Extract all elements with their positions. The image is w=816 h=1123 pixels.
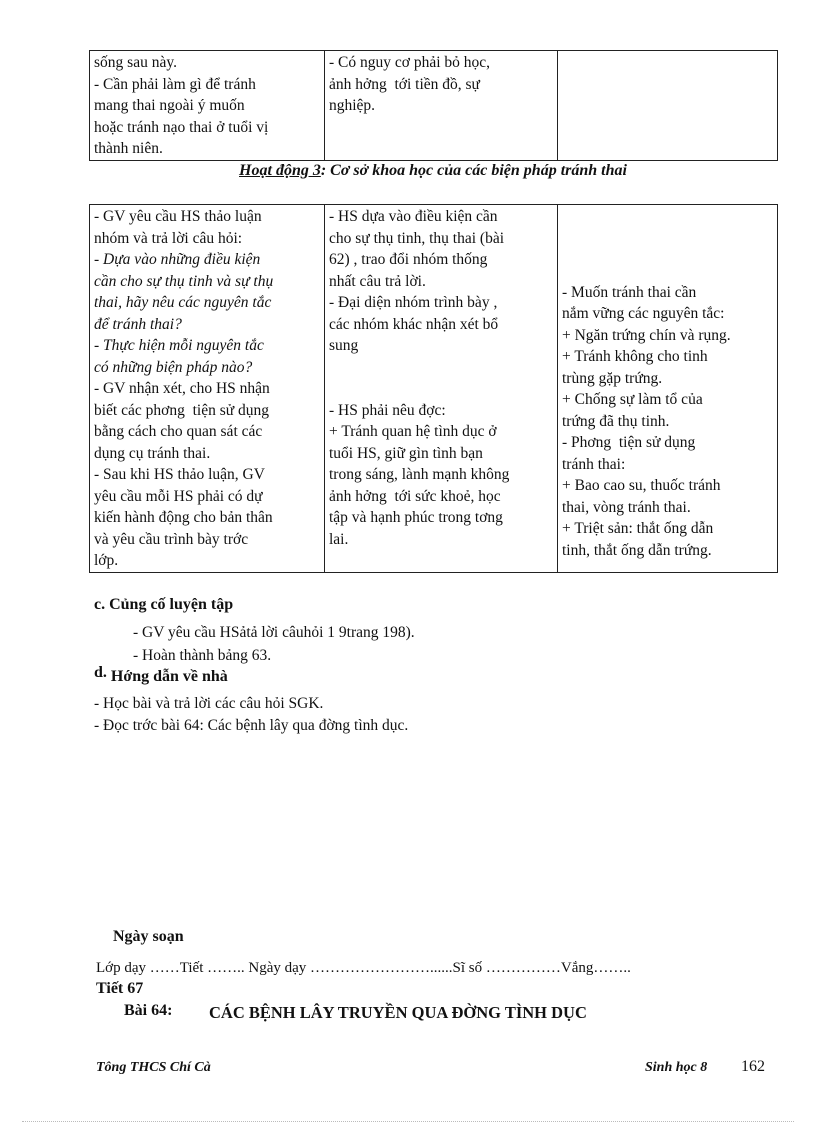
table2-col1-line: bằng cách cho quan sát các [94,423,263,440]
table2-col1-line: - Dựa vào những điều kiện [94,251,261,268]
section-c-item: - Hoàn thành bảng 63. [133,647,272,664]
table2-col2-line: tập và hạnh phúc trong tơng [329,509,503,526]
table2-col3-line: + Bao cao su, thuốc tránh [562,477,721,494]
class-info-line: Lớp dạy ……Tiết …….. Ngày dạy ……………………......Sĩ số ……………Vắng…….. [96,960,631,976]
table2-col1-line: thai, hãy nêu các nguyên tắc [94,294,272,311]
table1-col1-line: thành niên. [94,140,163,157]
section-d-item: - Học bài và trả lời các câu hỏi SGK. [94,695,324,712]
table2-col2-line [329,378,553,400]
table2-col2-cell [325,205,558,573]
table2-col3-line: tinh, thắt ống dẫn trứng. [562,541,712,559]
activity3-heading [90,162,776,180]
table1-col1-line: - Cần phải làm gì để tránh [94,75,256,93]
table2-col3-line: + Chống sự làm tổ của [562,391,703,408]
lesson-number: Bài 64: [124,1002,173,1019]
table2-col3-line [562,260,773,282]
table1-col2-line: ảnh hởng tới tiền đồ, sự [329,75,480,93]
table2-col1-cell [90,205,325,573]
activity3-label: Hoạt động 3 [239,162,321,179]
table2-col1-line: dụng cụ tránh thai. [94,444,211,462]
table2-col1-line: cần cho sự thụ tinh và sự thụ [94,272,274,290]
table2-col1-line: yêu cầu mỗi HS phải có dự [94,487,263,505]
table2-col2-line: + Tránh quan hệ tình dục ở [329,423,497,440]
footer-school: Tông THCS Chí Cà [96,1060,211,1075]
table2-col2-line: lai. [329,530,349,548]
table2-col2-line: nhất câu trả lời. [329,272,426,290]
table2-col1-line: biết các phơng tiện sử dụng [94,401,270,419]
table1-col2-line: - Có nguy cơ phải bỏ học, [329,54,491,71]
table2-col1-line: và yêu cầu trình bày trớc [94,530,249,548]
table2-col3-line [562,217,773,239]
activity3-title: : Cơ sở khoa học của các biện pháp tránh thai [320,162,627,179]
table2-col2-line: 62) , trao đổi nhóm thống [329,251,488,268]
table2-col3-line [562,239,773,261]
table2-col3-line: tránh thai: [562,455,626,473]
lesson-title: CÁC BỆNH LÂY TRUYỀN QUA ĐỜNG TÌNH DỤC [209,1003,587,1022]
table2-col3-line: trứng đã thụ tinh. [562,412,670,430]
table2-col3-line: - Muốn tránh thai cần [562,283,697,301]
page-number: 162 [741,1058,765,1075]
table2-col3-line: nắm vững các nguyên tắc: [562,305,725,322]
period-number: Tiết 67 [96,980,144,997]
section-c-item: - GV yêu cầu HSảtả lời câuhỏi 1 9trang 198). [133,624,415,641]
table1-col1-cell [90,51,325,161]
table1-col1-line: mang thai ngoài ý muốn [94,97,245,114]
section-d-item: - Đọc trớc bài 64: Các bệnh lây qua đờng tình dục. [94,717,409,734]
table2-col3-cell [558,205,778,573]
table2-col3-line: trùng gặp trứng. [562,369,663,387]
table2-col2-line: cho sự thụ tinh, thụ thai (bài [329,229,505,247]
table2-col1-line: có những biện pháp nào? [94,358,253,376]
table2-col2-line: ảnh hởng tới sức khoẻ, học [329,487,501,505]
section-d-heading [94,664,228,686]
table2-col3-line: + Tránh không cho tinh [562,348,708,365]
footer-subject: Sinh học 8 [645,1060,708,1075]
section-d-title: Hớng dẫn về nhà [106,668,228,685]
table2-col1-line: để tránh thai? [94,315,182,333]
table2-col2-line [329,357,553,379]
table2-col2-line: trong sáng, lành mạnh không [329,466,510,483]
table2-col2-line: tuổi HS, giữ gìn tình bạn [329,444,483,462]
section-c-title: c. Củng cố luyện tập [94,596,234,613]
date-prepared-label: Ngày soạn [113,928,184,945]
table2-col1-line: nhóm và trả lời câu hỏi: [94,229,243,247]
table1-col1-line: sống sau này. [94,54,177,71]
table2-col1-line: kiến hành động cho bản thân [94,509,273,526]
table2-col3-line: + Triệt sản: thắt ống dẫn [562,520,714,537]
table2-col3-line: - Phơng tiện sử dụng [562,434,696,451]
table2-col3-line: thai, vòng tránh thai. [562,498,691,516]
table2-col2-line: - HS dựa vào điều kiện cần [329,208,498,225]
table2-col2-line: sung [329,337,359,354]
table2-col1-line: lớp. [94,552,119,569]
table2-col2-line: - HS phải nêu đợc: [329,401,446,419]
table1-col2-line: nghiệp. [329,97,376,114]
page-edge-divider [22,1121,794,1122]
section-d-letter: d. [94,664,107,681]
table2-col1-line: - Sau khi HS thảo luận, GV [94,466,265,483]
table1-col3-cell [558,51,778,161]
table2-col2-line: - Đại diện nhóm trình bày , [329,294,498,311]
table2-col3-line: + Ngăn trứng chín và rụng. [562,326,731,344]
table-continuation [89,50,778,161]
table1-col1-line: hoặc tránh nạo thai ở tuổi vị [94,118,269,136]
table2-col1-line: - GV nhận xét, cho HS nhận [94,380,270,397]
table-activity3 [89,204,778,573]
table2-col2-line: các nhóm khác nhận xét bổ [329,315,499,333]
table1-col2-cell [325,51,558,161]
table2-col1-line: - GV yêu cầu HS thảo luận [94,208,262,225]
table2-col1-line: - Thực hiện mỗi nguyên tắc [94,337,264,354]
